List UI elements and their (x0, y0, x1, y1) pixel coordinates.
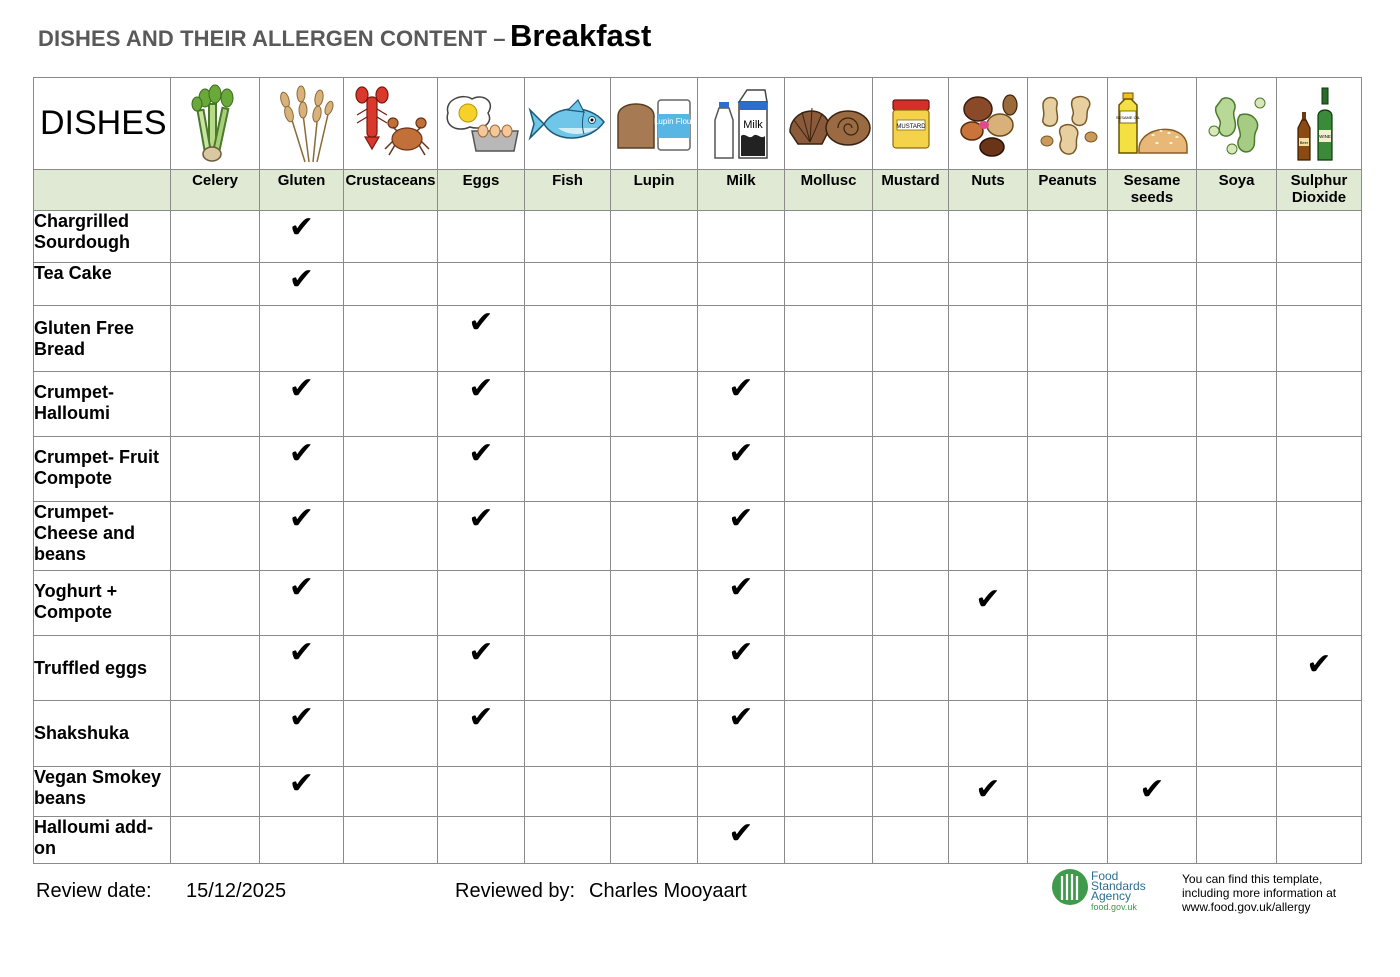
sesame-oil-bun-icon (1108, 78, 1197, 170)
eggs-icon (438, 78, 525, 170)
allergen-cell (525, 211, 611, 263)
allergen-cell (1028, 817, 1108, 864)
allergen-cell (873, 437, 949, 502)
allergen-cell (525, 767, 611, 817)
allergen-cell (1197, 306, 1277, 372)
allergen-cell (260, 817, 344, 864)
shells-icon (785, 78, 873, 170)
allergen-cell (1197, 571, 1277, 636)
table-row (34, 372, 1362, 437)
table-row (34, 437, 1362, 502)
allergen-cell (949, 502, 1028, 571)
allergen-cell (171, 502, 260, 571)
allergen-cell (260, 502, 344, 571)
allergen-cell (344, 636, 438, 701)
allergen-cell (873, 306, 949, 372)
allergen-cell (260, 263, 344, 306)
allergen-cell (1277, 636, 1362, 701)
allergen-cell (611, 502, 698, 571)
allergen-cell (1028, 211, 1108, 263)
peanuts-icon (1028, 78, 1108, 170)
dishes-header: DISHES (34, 78, 171, 170)
allergen-names-row (34, 170, 1362, 211)
allergen-cell (698, 571, 785, 636)
allergen-cell (171, 636, 260, 701)
table-row (34, 636, 1362, 701)
allergen-cell (438, 306, 525, 372)
allergen-header-gluten: Gluten (260, 170, 344, 211)
allergen-cell (611, 817, 698, 864)
allergen-cell (949, 571, 1028, 636)
allergen-cell (611, 211, 698, 263)
dish-name: Vegan Smokey beans (34, 767, 171, 817)
allergen-header-eggs: Eggs (438, 170, 525, 211)
allergen-table (33, 77, 1362, 864)
allergen-cell (949, 211, 1028, 263)
allergen-header-peanuts: Peanuts (1028, 170, 1108, 211)
allergen-cell (1108, 211, 1197, 263)
allergen-cell (1108, 636, 1197, 701)
allergen-cell (171, 372, 260, 437)
allergen-cell (785, 263, 873, 306)
allergen-cell (1277, 701, 1362, 767)
allergen-cell (873, 701, 949, 767)
allergen-header-milk: Milk (698, 170, 785, 211)
allergen-cell (344, 701, 438, 767)
allergen-cell (949, 263, 1028, 306)
dish-name: Tea Cake (34, 263, 171, 306)
allergen-cell (525, 571, 611, 636)
allergen-cell (344, 571, 438, 636)
wheat-icon (260, 78, 344, 170)
mustard-label: MUSTARD (895, 123, 926, 130)
allergen-cell (438, 571, 525, 636)
allergen-check-icon: ✔ (288, 501, 315, 536)
dish-name: Shakshuka (34, 701, 171, 767)
allergen-cell (1108, 437, 1197, 502)
table-row (34, 767, 1362, 817)
table-row (34, 817, 1362, 864)
table-row (34, 701, 1362, 767)
allergen-cell (698, 502, 785, 571)
allergen-cell (438, 211, 525, 263)
table-row (34, 306, 1362, 372)
allergen-cell (1197, 817, 1277, 864)
allergen-cell (1197, 636, 1277, 701)
allergen-cell (171, 571, 260, 636)
allergen-cell (1197, 372, 1277, 437)
table-row (34, 502, 1362, 571)
allergen-header-sulphur-dioxide: Sulphur Dioxide (1277, 170, 1362, 211)
allergen-cell (1108, 571, 1197, 636)
allergen-cell (344, 437, 438, 502)
allergen-cell (873, 817, 949, 864)
heading-prefix: DISHES AND THEIR ALLERGEN CONTENT – (38, 26, 506, 51)
allergen-cell (1108, 306, 1197, 372)
allergen-cell (785, 372, 873, 437)
allergen-cell (698, 372, 785, 437)
page-heading (38, 18, 651, 54)
allergen-cell (1277, 817, 1362, 864)
allergen-cell (171, 437, 260, 502)
allergen-cell (611, 437, 698, 502)
lupin-label: Lupin Flour (653, 116, 694, 126)
allergen-check-icon: ✔ (975, 772, 1001, 807)
allergen-check-icon: ✔ (728, 570, 754, 605)
dish-rows (34, 211, 1362, 864)
allergen-check-icon: ✔ (1306, 647, 1332, 682)
allergen-cell (1277, 767, 1362, 817)
dish-name: Crumpet- Halloumi (34, 372, 171, 437)
allergen-cell (949, 817, 1028, 864)
allergen-cell (949, 306, 1028, 372)
allergen-header-mollusc: Mollusc (785, 170, 873, 211)
allergen-check-icon: ✔ (975, 582, 1001, 617)
allergen-cell (1197, 263, 1277, 306)
allergen-cell (1197, 437, 1277, 502)
table-row (34, 263, 1362, 306)
allergen-cell (698, 263, 785, 306)
dish-name: Chargrilled Sourdough (34, 211, 171, 263)
allergen-check-icon: ✔ (288, 262, 315, 297)
template-info-line-2: including more information at (1182, 886, 1337, 900)
allergen-cell (438, 636, 525, 701)
allergen-check-icon: ✔ (288, 436, 315, 471)
allergen-cell (171, 767, 260, 817)
allergen-cell (1108, 701, 1197, 767)
allergen-check-icon: ✔ (728, 501, 754, 536)
allergen-check-icon: ✔ (468, 305, 494, 340)
beer-wine-icon (1277, 78, 1362, 170)
allergen-cell (785, 502, 873, 571)
sesame-oil-label: SESAME OIL (1115, 114, 1141, 120)
allergen-cell (949, 767, 1028, 817)
allergen-check-icon: ✔ (288, 635, 315, 670)
allergen-cell (873, 571, 949, 636)
allergen-cell (785, 817, 873, 864)
allergen-check-icon: ✔ (288, 371, 315, 406)
allergen-cell (873, 211, 949, 263)
allergen-cell (171, 306, 260, 372)
reviewed-by-value: Charles Mooyaart (589, 880, 747, 902)
allergen-cell (698, 211, 785, 263)
allergen-cell (171, 701, 260, 767)
lupin-flour-icon (611, 78, 698, 170)
allergen-cell (698, 437, 785, 502)
allergen-cell (949, 437, 1028, 502)
allergen-cell (1277, 372, 1362, 437)
allergen-cell (1108, 372, 1197, 437)
allergen-header-mustard: Mustard (873, 170, 949, 211)
allergen-cell (698, 767, 785, 817)
dish-name: Gluten Free Bread (34, 306, 171, 372)
allergen-cell (611, 263, 698, 306)
soya-beans-icon (1197, 78, 1277, 170)
allergen-cell (260, 437, 344, 502)
allergen-cell (171, 211, 260, 263)
allergen-cell (1197, 211, 1277, 263)
milk-label: Milk (743, 118, 763, 131)
beer-label: Beer (1299, 139, 1309, 145)
allergen-check-icon: ✔ (288, 700, 315, 735)
allergen-check-icon: ✔ (288, 570, 315, 605)
fsa-logo-line-1: Food (1091, 869, 1119, 883)
allergen-cell (785, 306, 873, 372)
fsa-logo-line-2: Standards (1091, 879, 1146, 893)
icon-row (34, 78, 1362, 170)
reviewed-by-label: Reviewed by: (455, 880, 576, 902)
allergen-cell (344, 767, 438, 817)
allergen-cell (1028, 502, 1108, 571)
allergen-cell (260, 306, 344, 372)
dish-name: Truffled eggs (34, 636, 171, 701)
allergen-cell (611, 767, 698, 817)
names-row-spacer (34, 170, 171, 211)
review-date-label: Review date: (36, 880, 152, 902)
dish-name: Crumpet- Cheese and beans (34, 502, 171, 571)
allergen-check-icon: ✔ (728, 371, 754, 406)
allergen-cell (344, 817, 438, 864)
allergen-cell (260, 701, 344, 767)
allergen-cell (1028, 701, 1108, 767)
allergen-cell (785, 437, 873, 502)
allergen-cell (525, 817, 611, 864)
allergen-cell (785, 571, 873, 636)
allergen-cell (1028, 571, 1108, 636)
allergen-cell (611, 701, 698, 767)
allergen-cell (260, 636, 344, 701)
allergen-cell (1028, 636, 1108, 701)
allergen-cell (873, 502, 949, 571)
allergen-cell (438, 701, 525, 767)
allergen-cell (611, 636, 698, 701)
allergen-cell (438, 437, 525, 502)
fsa-logo-url: food.gov.uk (1091, 902, 1137, 912)
allergen-check-icon: ✔ (728, 436, 754, 471)
review-date-value: 15/12/2025 (186, 880, 287, 902)
template-info-line-1: You can find this template, (1182, 872, 1323, 886)
allergen-cell (1277, 306, 1362, 372)
dish-name: Yoghurt + Compote (34, 571, 171, 636)
allergen-cell (525, 437, 611, 502)
allergen-cell (260, 767, 344, 817)
allergen-cell (344, 263, 438, 306)
allergen-cell (1028, 372, 1108, 437)
allergen-header-lupin: Lupin (611, 170, 698, 211)
allergen-cell (525, 306, 611, 372)
mustard-jar-icon (873, 78, 949, 170)
allergen-cell (260, 571, 344, 636)
dish-name: Halloumi add-on (34, 817, 171, 864)
allergen-header-fish: Fish (525, 170, 611, 211)
allergen-cell (525, 263, 611, 306)
allergen-cell (171, 263, 260, 306)
allergen-cell (698, 636, 785, 701)
allergen-check-icon: ✔ (468, 700, 494, 735)
allergen-check-icon: ✔ (468, 635, 494, 670)
table-row (34, 211, 1362, 263)
allergen-cell (873, 372, 949, 437)
table-row (34, 571, 1362, 636)
allergen-cell (438, 263, 525, 306)
allergen-cell (1028, 306, 1108, 372)
allergen-cell (171, 817, 260, 864)
allergen-cell (611, 372, 698, 437)
template-info-line-3: www.food.gov.uk/allergy (1182, 900, 1311, 914)
lobster-crab-icon (344, 78, 438, 170)
allergen-cell (949, 701, 1028, 767)
allergen-cell (698, 701, 785, 767)
allergen-header-nuts: Nuts (949, 170, 1028, 211)
allergen-cell (525, 502, 611, 571)
allergen-cell (525, 636, 611, 701)
allergen-cell (438, 767, 525, 817)
allergen-cell (1108, 817, 1197, 864)
allergen-check-icon: ✔ (1139, 772, 1165, 807)
allergen-cell (438, 502, 525, 571)
allergen-cell (785, 767, 873, 817)
allergen-check-icon: ✔ (728, 700, 754, 735)
allergen-header-soya: Soya (1197, 170, 1277, 211)
allergen-header-crustaceans: Crustaceans (344, 170, 438, 211)
celery-icon (171, 78, 260, 170)
allergen-cell (1108, 263, 1197, 306)
allergen-check-icon: ✔ (288, 210, 315, 245)
allergen-header-sesame-seeds: Sesame seeds (1108, 170, 1197, 211)
allergen-cell (785, 211, 873, 263)
allergen-cell (1028, 437, 1108, 502)
template-info (1182, 872, 1336, 914)
allergen-cell (1197, 502, 1277, 571)
allergen-cell (438, 372, 525, 437)
allergen-cell (525, 372, 611, 437)
allergen-check-icon: ✔ (468, 436, 494, 471)
allergen-cell (873, 263, 949, 306)
allergen-header-celery: Celery (171, 170, 260, 211)
allergen-cell (873, 636, 949, 701)
allergen-cell (1197, 767, 1277, 817)
allergen-cell (611, 306, 698, 372)
allergen-cell (1277, 263, 1362, 306)
allergen-cell (438, 817, 525, 864)
wine-label: WINE (1319, 133, 1331, 139)
allergen-cell (344, 502, 438, 571)
allergen-cell (1028, 263, 1108, 306)
nuts-icon (949, 78, 1028, 170)
allergen-cell (1028, 767, 1108, 817)
allergen-cell (1277, 502, 1362, 571)
allergen-cell (344, 211, 438, 263)
allergen-cell (1108, 767, 1197, 817)
allergen-check-icon: ✔ (728, 635, 754, 670)
allergen-cell (785, 636, 873, 701)
milk-icon (698, 78, 785, 170)
allergen-cell (873, 767, 949, 817)
allergen-cell (1108, 502, 1197, 571)
allergen-cell (949, 636, 1028, 701)
allergen-cell (525, 701, 611, 767)
allergen-check-icon: ✔ (728, 816, 754, 851)
allergen-cell (260, 211, 344, 263)
fsa-logo-line-3: Agency (1091, 889, 1132, 903)
allergen-cell (698, 817, 785, 864)
allergen-cell (344, 372, 438, 437)
allergen-cell (1277, 571, 1362, 636)
page-title: Breakfast (510, 18, 652, 53)
allergen-cell (260, 372, 344, 437)
allergen-cell (785, 701, 873, 767)
allergen-check-icon: ✔ (468, 371, 494, 406)
allergen-cell (1197, 701, 1277, 767)
allergen-cell (698, 306, 785, 372)
allergen-check-icon: ✔ (468, 501, 494, 536)
fsa-logo (1051, 868, 1151, 916)
allergen-cell (949, 372, 1028, 437)
allergen-cell (611, 571, 698, 636)
allergen-cell (344, 306, 438, 372)
allergen-cell (1277, 211, 1362, 263)
allergen-check-icon: ✔ (288, 766, 315, 801)
allergen-cell (1277, 437, 1362, 502)
dish-name: Crumpet- Fruit Compote (34, 437, 171, 502)
fish-icon (525, 78, 611, 170)
